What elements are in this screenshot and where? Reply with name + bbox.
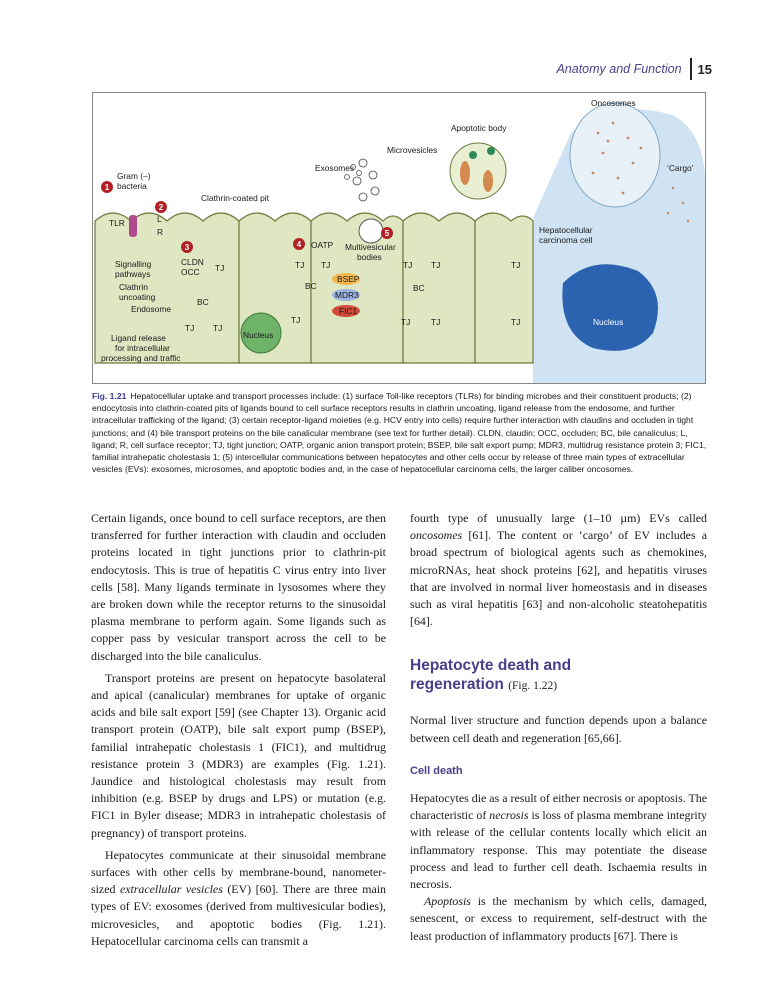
heading-figure-ref: (Fig. 1.22) [508, 680, 558, 693]
label-cargo: ‘Cargo’ [667, 163, 694, 173]
section-title: Anatomy and Function [556, 62, 682, 76]
label-ligand-release-3: processing and traffic [101, 353, 181, 363]
label-mdr3: MDR3 [335, 290, 359, 300]
left-p3-text-b: (EV) [60]. There are three main types of EV: exosomes (derived from multivesicular bodies), microvesicles, and apoptotic bodies (Fig. 1.21). Hepatocellular carcinoma cells can transmit a [91, 882, 386, 948]
left-paragraph-3 [91, 847, 386, 950]
left-column [91, 510, 386, 950]
label-hcc-1: Hepatocellular [539, 225, 593, 235]
label-apoptotic-body: Apoptotic body [451, 123, 507, 133]
badge-4-label: 4 [296, 240, 302, 249]
label-bc-2: BC [305, 281, 317, 291]
oncosome [570, 103, 660, 207]
right-p3-text-b: is loss of plasma membrane integrity with release of the cellular contents locally which elicit an inflammatory response. This may potentiate the disease process and lead to further cell death. Ischaemia results in necrosis. [410, 808, 707, 892]
label-tj-6: TJ [291, 315, 301, 325]
label-multivesicular-1: Multivesicular [345, 242, 396, 252]
heading-line-1: Hepatocyte death and [410, 657, 572, 675]
microvesicles [353, 159, 379, 201]
label-gram-neg-1: Gram (–) [117, 171, 151, 181]
right-paragraph-4 [410, 893, 707, 945]
right-paragraph-1 [410, 510, 707, 630]
label-nucleus: Nucleus [243, 330, 274, 340]
label-signalling-1: Signalling [115, 259, 152, 269]
heading-line-2: regeneration [410, 676, 504, 694]
label-oncosomes: Oncosomes [591, 98, 636, 108]
label-gram-neg-2: bacteria [117, 181, 147, 191]
apoptotic-mitochondrion-2 [483, 170, 493, 192]
label-tj-11: TJ [511, 260, 521, 270]
left-paragraph-1: Certain ligands, once bound to cell surface receptors, are then transferred for further interaction with claudin and occluden proteins located in tight junctions prior to clathrin-pit endocytosis. This is true of hepatitis C virus entry into liver cells [58]. Many ligands terminate in lysosomes where they are broken down while the receptor returns to the sinusoidal plasma membrane to perform again. Some ligands such as copper pass by vesicular transport across the cell to be discharged into the bile canaliculus. [91, 511, 386, 663]
label-tj-1: TJ [215, 263, 225, 273]
left-paragraph-2: Transport proteins are present on hepatocyte basolateral and apical (canalicular) membranes for uptake of organic acids and bile salt export [59] (see Chapter 13). Organic acid transport protein (OATP), bile salt export pump (BSEP), familial intrahepatic cholestasis 1 (FIC1), and multidrug resistance protein 3 (MDR3) are examples (Fig. 1.21). Jaundice and histological cholestasis may result from inhibition (e.g. BSEP by drugs and LPS) or mutation (e.g. FIC1 in Byler disease; MDR3 in intrahepatic cholestasis of pregnancy) of transport proteins. [91, 670, 386, 840]
badge-5-label: 5 [384, 229, 390, 238]
label-tj-10: TJ [431, 317, 441, 327]
caption-figure-label: Fig. 1.21 [92, 391, 127, 401]
label-l: L [157, 214, 162, 224]
badge-2-label: 2 [158, 203, 164, 212]
label-multivesicular-2: bodies [357, 252, 382, 262]
label-bc-3: BC [413, 283, 425, 293]
label-r: R [157, 227, 164, 237]
right-p3-emphasis: necrosis [489, 808, 529, 823]
apoptotic-fragment [469, 151, 477, 159]
hepatocyte-diagram [93, 93, 705, 383]
right-p1-text-b: [61]. The content or ‘cargo’ of EV includes a broad spectrum of biological agents such as chemokines, microRNAs, heat shock proteins [62], and hepatitis viruses that are involved in normal liver homeostasis and in diseases such as viral hepatitis [63] and non-alcoholic steatohepatitis [64]. [410, 528, 707, 629]
subheading-cell-death: Cell death [410, 764, 463, 777]
hepatocyte-5 [475, 213, 533, 363]
section-heading [410, 656, 707, 696]
label-clathrin-coated-pit: Clathrin-coated pit [201, 193, 269, 203]
label-endosome: Endosome [131, 304, 172, 314]
label-tj-4: TJ [295, 260, 305, 270]
label-tj-12: TJ [511, 317, 521, 327]
figure-1-21 [92, 92, 706, 384]
right-p3-text-a: Hepatocytes die as a result of either necrosis or apoptosis. The characteristic of [410, 791, 707, 823]
label-ligand-release-1: Ligand release [111, 333, 166, 343]
label-tlr: TLR [109, 218, 125, 228]
label-microvesicles: Microvesicles [387, 145, 438, 155]
running-header [556, 58, 712, 80]
right-p1-text-a: fourth type of unusually large (1–10 µm) EVs called [410, 511, 707, 525]
right-p4-text: is the mechanism by which cells, damaged, senescent, or excess to requirement, self-destruct with the least production of inflammatory products [67]. There is [410, 894, 707, 943]
badge-1-label: 1 [104, 183, 110, 192]
right-column [410, 510, 707, 945]
left-p3-emphasis: extracellular vesicles [119, 882, 223, 897]
label-tj-2: TJ [185, 323, 195, 333]
label-tj-3: TJ [213, 323, 223, 333]
apoptotic-mitochondrion [460, 161, 470, 185]
label-bsep: BSEP [337, 274, 360, 284]
label-carcinoma-nucleus: Nucleus [593, 317, 624, 327]
label-tj-5: TJ [321, 260, 331, 270]
right-p4-emphasis: Apoptosis [424, 894, 471, 909]
apoptotic-fragment-2 [487, 147, 495, 155]
page-number: 15 [697, 61, 712, 77]
multivesicular-body [359, 219, 383, 243]
label-tj-8: TJ [431, 260, 441, 270]
header-divider [690, 58, 692, 80]
apoptotic-body [450, 143, 506, 199]
figure-caption [92, 390, 708, 475]
label-occ: OCC [181, 267, 200, 277]
right-paragraph-3 [410, 790, 707, 893]
label-tj-9: TJ [401, 317, 411, 327]
right-paragraph-2: Normal liver structure and function depends upon a balance between cell death and regeneration [65,66]. [410, 713, 707, 745]
label-tj-7: TJ [403, 260, 413, 270]
label-oatp: OATP [311, 240, 334, 250]
caption-text: Hepatocellular uptake and transport processes include: (1) surface Toll-like receptors (TLRs) for binding microbes and their constituent products; (2) endocytosis into clathrin-coated pits of ligands bound to cell surface receptors results in clathrin uncoating, ligand release from the endosome, and further intracellular trafficking of the ligand; (3) certain receptor-ligand moieties (e.g. HCV entry into cells) require further interaction with claudins and occluden in tight junctions; and (4) bile transport proteins on the bile canalicular membrane (see text for further detail). CLDN, claudin; OCC, occluden; BC, bile canaliculus; L, ligand; R, cell surface receptor; TJ, tight junction; OATP, organic anion transport protein; BSEP, bile salt export pump; MDR3, multidrug resistance protein 3; FIC1, familial intrahepatic cholestasis 1; (5) intercellular communications between hepatocytes and other cells occur by release of three main types of extracellular vesicles (EVs): exosomes, microsomes, and apoptotic bodies and, in the case of hepatocellular carcinoma cells, the larger caliber oncosomes. [92, 391, 707, 475]
tlr-receptor [129, 215, 137, 237]
label-exosomes: Exosomes [315, 163, 355, 173]
label-ligand-release-2: for intracellular [115, 343, 170, 353]
label-bc-1: BC [197, 297, 209, 307]
label-hcc-2: carcinoma cell [539, 235, 593, 245]
label-fic1: FIC1 [339, 306, 358, 316]
label-cldn: CLDN [181, 257, 204, 267]
left-p3-text-a: Hepatocytes communicate at their sinusoidal membrane surfaces with other cells by membrane-bound, nanometer-sized [91, 847, 386, 897]
label-signalling-2: pathways [115, 269, 151, 279]
label-clathrin-uncoating-2: uncoating [119, 292, 156, 302]
label-clathrin-uncoating-1: Clathrin [119, 282, 148, 292]
badge-3-label: 3 [184, 243, 190, 252]
right-p1-emphasis: oncosomes [410, 528, 463, 543]
